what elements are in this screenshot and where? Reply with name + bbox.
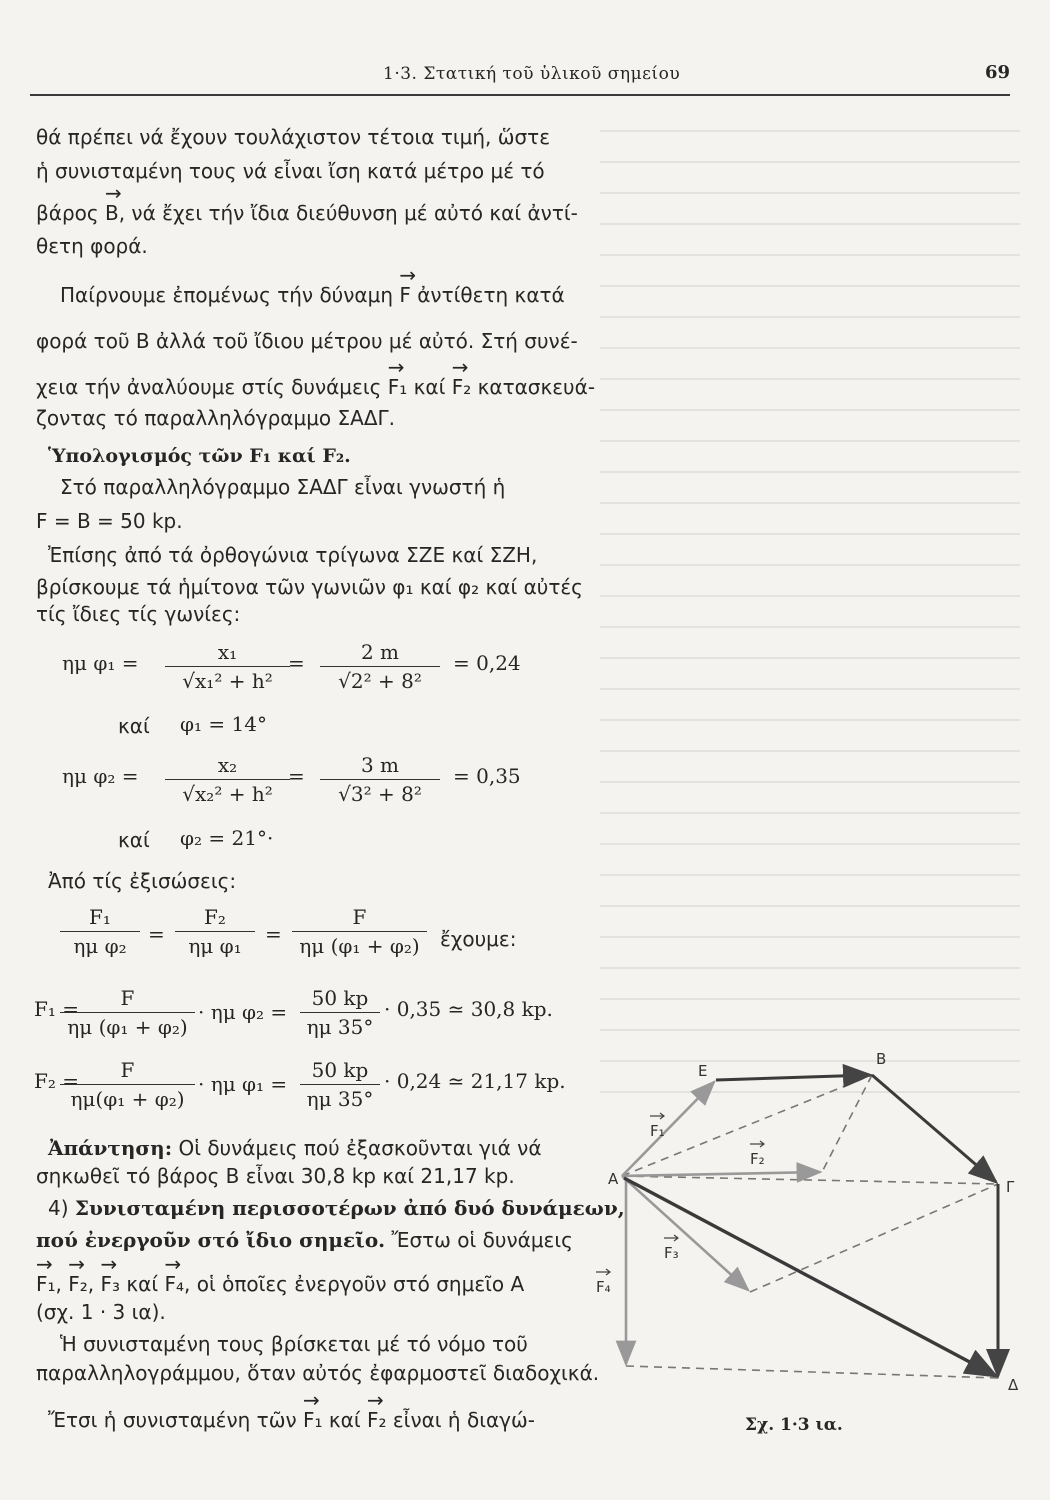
eq4-kai: καί [118, 828, 150, 852]
eq1-equals: = [288, 651, 305, 675]
p2-line4: ζοντας τό παραλληλόγραμμο ΣΑΔΓ. [36, 406, 396, 430]
answer-line1: Ἀπάντηση: Οἱ δυνάμεις πού ἐξασκοῦνται γιά νά [48, 1136, 542, 1160]
dashed-f3tip-g [750, 1184, 998, 1292]
eq7-middle: · ημ φ₁ = [198, 1072, 288, 1096]
p2-line3: χεια τήν ἀναλύουμε στίς δυνάμεις → F₁ καί → F₂ κατασκευά- [36, 373, 595, 401]
eq2-kai: καί [118, 714, 150, 738]
heading-calculation: Ὑπολογισμός τῶν F₁ καί F₂. [48, 445, 351, 467]
page-number: 69 [984, 62, 1010, 83]
label-f4: F₄ [596, 1278, 611, 1296]
p3-line1: Στό παραλληλόγραμμο ΣΑΔΓ εἶναι γνωστή ἡ [60, 475, 506, 499]
eq5-equals-1: = [148, 922, 165, 946]
dashed-b-f2tip [822, 1075, 872, 1172]
eq3-result: = 0,35 [453, 764, 521, 788]
eq1-lhs: ημ φ₁ = [62, 651, 139, 675]
section4-line3: → F₁, → F₂, → F₃ καί → F₄, οἱ ὁποῖες ἐνεργοῦν στό σημεῖο A [36, 1270, 524, 1298]
eq2-value: φ₁ = 14° [180, 712, 267, 736]
p4-line3: τίς ἴδιες τίς γωνίες: [36, 602, 241, 626]
dashed-a-g [622, 1176, 998, 1184]
eq7-fraction-2: $\frac{50 kp}{\eta\mu 35^\circ}$ [300, 1058, 380, 1111]
section4-line4: (σχ. 1 · 3 ια). [36, 1300, 166, 1324]
eq7-result: · 0,24 ≃ 21,17 kp. [384, 1069, 566, 1093]
p3-line2: F = B = 50 kp. [36, 509, 183, 533]
p1-line2: ἡ συνισταμένη τους νά εἶναι ἴση κατά μέτρο μέ τό [36, 159, 545, 183]
eq1-result: = 0,24 [453, 651, 521, 675]
eq3-lhs: ημ φ₂ = [62, 764, 139, 788]
eq3-fraction-numeric: $\frac{3 m}{\text{√3² + 8²}}$ [320, 753, 440, 806]
section4-line2: πού ἐνεργοῦν στό ἴδιο σημεῖο. Ἔστω οἱ δυνάμεις [36, 1228, 573, 1252]
label-e: E [698, 1062, 708, 1080]
answer-line2: σηκωθεῖ τό βάρος B εἶναι 30,8 kp καί 21,17 kp. [36, 1164, 515, 1188]
eq6-result: · 0,35 ≃ 30,8 kp. [384, 997, 553, 1021]
vector-f1-arrow [622, 1082, 714, 1176]
p2-line1: Παίρνουμε ἐπομένως τήν δύναμη → F ἀντίθετη κατά [60, 281, 565, 309]
eq6-fraction-2: $\frac{50 kp}{\eta\mu 35^\circ}$ [300, 986, 380, 1039]
label-f3: F₃ [664, 1244, 679, 1262]
eq3-fraction-symbolic: $\frac{\text{x₂}}{\text{√x₂² + h²}}$ [165, 753, 290, 806]
running-title: 1·3. Στατική τοῦ ὑλικοῦ σημείου [383, 64, 681, 84]
eq5-fraction-1: $\frac{\text{F₁}}{\text{ημ φ₂}}$ [60, 905, 140, 958]
vector-f2: → F₂ [452, 373, 472, 401]
eq1-fraction-numeric: $\frac{2 m}{\text{√2² + 8²}}$ [320, 640, 440, 693]
label-g: Γ [1006, 1178, 1015, 1196]
eq5-tail: ἔχουμε: [440, 927, 517, 951]
section4-line1: 4) Συνισταμένη περισσοτέρων ἀπό δυό δυνάμεων, [48, 1196, 625, 1220]
page-header [30, 58, 1010, 96]
eq5-equals-2: = [265, 922, 282, 946]
resultant-a-d [624, 1178, 996, 1376]
label-a: A [608, 1170, 619, 1188]
resultant-e-b [716, 1075, 870, 1080]
section4-heading: Συνισταμένη περισσοτέρων ἀπό δυό δυνάμεων, [74, 1196, 625, 1220]
dashed-f4tip-d [626, 1366, 998, 1378]
p4-line1: Ἐπίσης ἀπό τά ὀρθογώνια τρίγωνα ΣΖΕ καί ΣΖΗ, [48, 543, 538, 567]
label-f1: F₁ [650, 1122, 665, 1140]
p1-line1: θά πρέπει νά ἔχουν τουλάχιστον τέτοια τιμή, ὥστε [36, 125, 551, 149]
p5-from-equations: Ἀπό τίς ἐξισώσεις: [48, 869, 237, 893]
eq6-middle: · ημ φ₂ = [198, 1000, 288, 1024]
p6-line2: παραλληλογράμμου, ὅταν αὐτός ἐφαρμοστεῖ διαδοχικά. [36, 1361, 600, 1385]
eq1-fraction-symbolic: $\frac{\text{x₁}}{\text{√x₁² + h²}}$ [165, 640, 290, 693]
force-diagram [596, 1050, 1030, 1420]
label-b: B [876, 1050, 887, 1068]
vector-f2-arrow [622, 1172, 820, 1176]
p7-line1: Ἔτσι ἡ συνισταμένη τῶν → F₁ καί → F₂ εἶναι ἡ διαγώ- [48, 1406, 535, 1434]
p2-line2: φορά τοῦ B ἀλλά τοῦ ἴδιου μέτρου μέ αὐτό. Στή συνέ- [36, 329, 578, 353]
answer-label: Ἀπάντηση: [48, 1136, 173, 1160]
vector-f: → F [399, 281, 411, 309]
figure-caption: Σχ. 1·3 ια. [745, 1415, 843, 1435]
vector-b: → B [105, 199, 119, 227]
eq7-lhs: F₂ = [34, 1069, 80, 1093]
p6-line1: Ἡ συνισταμένη τους βρίσκεται μέ τό νόμο τοῦ [60, 1332, 528, 1356]
eq5-fraction-2: $\frac{\text{F₂}}{\text{ημ φ₁}}$ [175, 905, 255, 958]
eq3-equals: = [288, 764, 305, 788]
label-f2: F₂ [750, 1150, 765, 1168]
p1-line4: θετη φορά. [36, 234, 148, 258]
label-d: Δ [1008, 1376, 1019, 1394]
vector-f1: → F₁ [388, 373, 408, 401]
eq6-lhs: F₁ = [34, 997, 80, 1021]
eq5-fraction-3: $\frac{F}{\text{ημ (φ₁ + φ₂)}}$ [292, 905, 427, 958]
eq4-value: φ₂ = 21°· [180, 826, 274, 850]
p1-line3: βάρος → B, νά ἔχει τήν ἴδια διεύθυνση μέ αὐτό καί ἀντί- [36, 199, 578, 227]
eq7-fraction-1: $\frac{F}{\text{ημ(φ₁ + φ₂)}}$ [60, 1058, 195, 1111]
p4-line2: βρίσκουμε τά ἡμίτονα τῶν γωνιῶν φ₁ καί φ₂ καί αὐτές [36, 575, 583, 599]
eq6-fraction-1: $\frac{F}{\text{ημ (φ₁ + φ₂)}}$ [60, 986, 195, 1039]
resultant-b-g [872, 1075, 996, 1182]
